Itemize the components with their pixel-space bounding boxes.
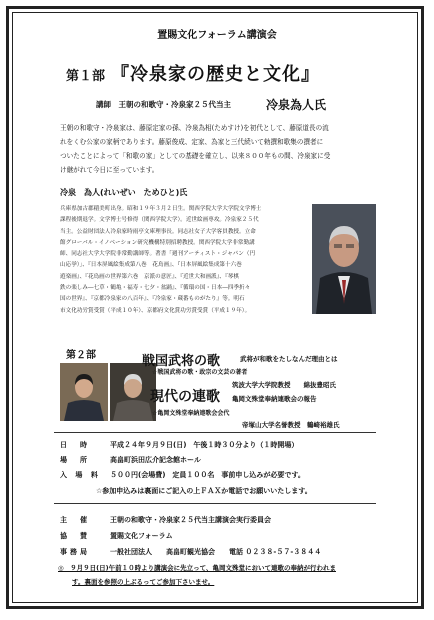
intro-line: れをくむ公家の家柄であります。藤原俊成、定家、為家と三代続いて勅撰和歌集の撰者に (60, 138, 324, 146)
bio-line: 遊楽画』、『花鳥画の世界第六巻 京派の意匠』、『近世大和画派』、『琴棋 (60, 273, 239, 280)
support-value: 置賜文化フォーラム (110, 532, 173, 540)
host-value: 王朝の和歌守・冷泉家２５代当主講演会実行委員会 (110, 516, 271, 524)
lecturer-role: 講師 王朝の和歌守・冷泉家２５代当主 (96, 100, 231, 109)
bio-line: 市文化功労賞受賞（平成１０年）、京都府文化賞功労賞受賞（平成１９年）。 (60, 307, 251, 314)
fee-value: ５００円(会場費) 定員１００名 事前申し込みが必要です。 (110, 471, 305, 479)
bio-line: 山応挙）」、『日本屏風絵集成第八巻 花鳥画』、『日本屏風絵集成第十六巻 (60, 262, 242, 269)
lecture2-subtitle: 亀岡文殊堂奉納連歌会の報告 (232, 395, 317, 403)
date-label: 日 時 (60, 441, 90, 449)
event-date-row (60, 440, 298, 450)
event-fee-row (60, 470, 305, 480)
lecture1-title: 戦国武将の歌 (142, 354, 221, 369)
speaker1-photo (60, 363, 108, 421)
intro-line: 王朝の和歌守・冷泉家は、藤原定家の孫、冷泉為相(ためすけ)を初代として、藤原道長の流 (60, 124, 329, 132)
lecture2-note: ☆亀岡文殊堂奉納連歌会会代 (152, 410, 230, 417)
fee-label: 入 場 料 (60, 471, 101, 479)
notice-line: す。裏面を参照の上ぶるってご参加下さいませ。 (72, 578, 215, 586)
bio-line: 兵庫県加古郡稲美町出身。昭和１９年３月２日生。関西学院大学大学院文学博士 (60, 206, 262, 212)
office-label: 事務局 (60, 548, 90, 556)
lecturer-name: 冷泉為人氏 (266, 98, 327, 112)
host-row (60, 515, 271, 525)
lecture1-note: ☆戦国武将の歌・政宗の文芸の著者 (152, 369, 248, 376)
bio-line: 国の世界』、『京都冷泉家の八百年』、『冷泉家・蔵番ものがたり』等。明石 (60, 296, 245, 303)
lecturer-portrait-photo (312, 204, 376, 314)
part2-label: 第２部 (66, 350, 96, 361)
part1-title: 『冷泉家の歴史と文化』 (111, 64, 321, 85)
part1-label: 第１部 (66, 69, 106, 84)
support-label: 協 賛 (60, 532, 90, 540)
office-row (60, 547, 321, 557)
office-tel: 電話 ０２３８-５７-３８４４ (229, 548, 322, 556)
part1-heading (66, 60, 320, 86)
divider (54, 432, 376, 433)
lecture1-speaker: 筑波大学大学院教授 綿抜豊昭氏 (232, 381, 336, 389)
lecture1-subtitle: 武将が和歌をたしなんだ理由とは (240, 355, 338, 363)
office-value: 一般社団法人 高畠町観光協会 (110, 548, 215, 556)
host-label: 主 催 (60, 516, 90, 524)
bio-line: 鉄の楽しみ―七草・鶴亀・福寿・七夕・盆踊』、『循環の国・日本―四季折々 (60, 285, 251, 292)
support-row (60, 531, 173, 541)
intro-line: け継がれて今日に至っています。 (60, 166, 159, 174)
lecture2-speaker: 帝塚山大学名誉教授 鶴崎裕雄氏 (242, 421, 340, 429)
apply-note: ☆参加申込みは裏面にご記入の上ＦＡＸか電話でお願いいたします。 (96, 487, 312, 495)
bio-line: 師、同志社大学大学院非常勤講師等。著書「週刊アーティスト・ジャパン（円 (60, 251, 256, 258)
notice-line: ◎ ９月９日(日)午前１０時より講演会に先立って、亀岡文殊堂において連歌の奉納が行われま (58, 564, 336, 572)
event-series-title: 置賜文化フォーラム講演会 (157, 30, 277, 41)
date-value: 平成２４年９月９日(日) 午後１時３０分より（１時開場） (110, 441, 299, 449)
event-place-row (60, 455, 201, 465)
bio-line: 課程後期退学。文学博士号修得（関西学院大学）。近世絵画専攻。冷泉家２５代 (60, 217, 259, 224)
divider (54, 503, 376, 504)
bio-line: 館グローバル・イノベーション研究機構特別招聘教授。関西学院大学非常勤講 (60, 239, 255, 246)
intro-paragraph (60, 121, 390, 177)
bio-line: 当主。公益財団法人冷泉家時雨亭文庫理事長。同志社女子大学客員教授。立命 (60, 228, 256, 235)
profile-bio (60, 204, 308, 317)
profile-name: 冷泉 為人(れいぜい ためひと)氏 (60, 188, 188, 197)
place-value: 高畠町浜田広介記念館ホール (110, 456, 201, 464)
intro-line: ついたことによって「和歌の家」としての基礎を確立し、以来８００年もの間、冷泉家に受 (60, 152, 331, 160)
place-label: 場 所 (60, 456, 90, 464)
lecture2-title: 現代の連歌 (150, 389, 220, 405)
